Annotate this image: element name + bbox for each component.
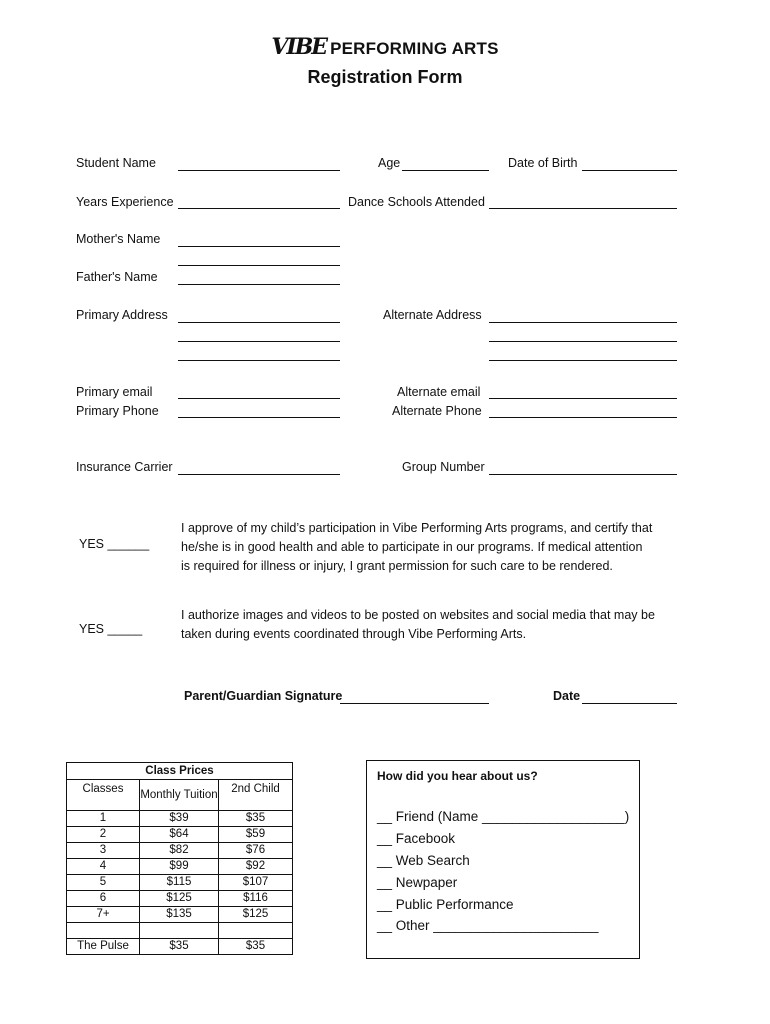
org-name: PERFORMING ARTS xyxy=(330,39,499,58)
referral-option-newspaper[interactable]: __ Newpaper xyxy=(377,875,458,890)
price-second-child-cell: $35 xyxy=(219,939,293,955)
alternate-phone-field[interactable] xyxy=(489,417,677,418)
header-second-child: 2nd Child xyxy=(219,780,293,811)
price-classes-cell: 6 xyxy=(67,891,140,907)
fathers-name-label: Father's Name xyxy=(76,270,158,284)
price-tuition-cell xyxy=(140,923,219,939)
price-tuition-cell: $99 xyxy=(140,859,219,875)
referral-option-web-search[interactable]: __ Web Search xyxy=(377,853,470,868)
consent-media-text xyxy=(181,606,681,644)
class-prices-table xyxy=(66,762,293,955)
consent-media-line-2: taken during events coordinated through Vibe Performing Arts. xyxy=(181,627,527,641)
price-row xyxy=(67,923,293,939)
guardian-signature-field[interactable] xyxy=(340,703,489,704)
price-classes-cell: 3 xyxy=(67,843,140,859)
price-second-child-cell: $76 xyxy=(219,843,293,859)
primary-phone-field[interactable] xyxy=(178,417,340,418)
logo xyxy=(0,34,770,60)
price-row xyxy=(67,907,293,923)
price-row xyxy=(67,811,293,827)
price-second-child-cell: $59 xyxy=(219,827,293,843)
price-tuition-cell: $135 xyxy=(140,907,219,923)
header-monthly-tuition: Monthly Tuition xyxy=(140,780,219,811)
price-classes-cell: 1 xyxy=(67,811,140,827)
consent-media-yes[interactable]: YES _____ xyxy=(79,622,143,636)
price-row xyxy=(67,859,293,875)
signature-date-label: Date xyxy=(553,689,581,703)
consent-medical-line-1: I approve of my child’s participation in Vibe Performing Arts programs, and certify that xyxy=(181,521,653,535)
group-number-field[interactable] xyxy=(489,474,677,475)
price-row xyxy=(67,843,293,859)
alternate-address-label: Alternate Address xyxy=(383,308,482,322)
referral-box xyxy=(366,760,640,959)
alternate-address-line-1[interactable] xyxy=(489,322,677,323)
alternate-address-line-2[interactable] xyxy=(489,341,677,342)
fathers-name-field[interactable] xyxy=(178,284,340,285)
age-field[interactable] xyxy=(402,170,489,171)
header-classes: Classes xyxy=(67,780,140,811)
price-row xyxy=(67,939,293,955)
referral-option-other[interactable]: __ Other ______________________ xyxy=(377,918,599,933)
primary-address-line-2[interactable] xyxy=(178,341,340,342)
price-row xyxy=(67,827,293,843)
mothers-name-field-2[interactable] xyxy=(178,265,340,266)
price-tuition-cell: $115 xyxy=(140,875,219,891)
price-row xyxy=(67,891,293,907)
consent-media-line-1: I authorize images and videos to be posted on websites and social media that may be xyxy=(181,608,655,622)
price-tuition-cell: $64 xyxy=(140,827,219,843)
price-tuition-cell: $39 xyxy=(140,811,219,827)
consent-medical-text xyxy=(181,519,681,576)
price-classes-cell xyxy=(67,923,140,939)
dance-schools-label: Dance Schools Attended xyxy=(348,195,485,209)
primary-email-field[interactable] xyxy=(178,398,340,399)
price-second-child-cell xyxy=(219,923,293,939)
price-tuition-cell: $82 xyxy=(140,843,219,859)
referral-option-friend[interactable]: __ Friend (Name ___________________) xyxy=(377,809,630,824)
student-name-field[interactable] xyxy=(178,170,340,171)
consent-medical-line-3: is required for illness or injury, I grant permission for such care to be rendered. xyxy=(181,559,613,573)
alternate-email-field[interactable] xyxy=(489,398,677,399)
price-tuition-cell: $35 xyxy=(140,939,219,955)
consent-medical-yes[interactable]: YES ______ xyxy=(79,537,150,551)
referral-title: How did you hear about us? xyxy=(377,769,538,783)
mothers-name-field[interactable] xyxy=(178,246,340,247)
referral-option-facebook[interactable]: __ Facebook xyxy=(377,831,456,846)
alternate-email-label: Alternate email xyxy=(397,385,481,399)
price-second-child-cell: $116 xyxy=(219,891,293,907)
price-classes-cell: 7+ xyxy=(67,907,140,923)
price-second-child-cell: $107 xyxy=(219,875,293,891)
signature-date-field[interactable] xyxy=(582,703,677,704)
price-second-child-cell: $92 xyxy=(219,859,293,875)
class-prices-title: Class Prices xyxy=(67,763,293,780)
primary-phone-label: Primary Phone xyxy=(76,404,159,418)
price-classes-cell: 5 xyxy=(67,875,140,891)
price-second-child-cell: $35 xyxy=(219,811,293,827)
primary-address-line-1[interactable] xyxy=(178,322,340,323)
price-classes-cell: The Pulse xyxy=(67,939,140,955)
price-classes-cell: 4 xyxy=(67,859,140,875)
primary-email-label: Primary email xyxy=(76,385,153,399)
dob-field[interactable] xyxy=(582,170,677,171)
price-classes-cell: 2 xyxy=(67,827,140,843)
insurance-carrier-field[interactable] xyxy=(178,474,340,475)
age-label: Age xyxy=(378,156,401,170)
consent-medical-line-2: he/she is in good health and able to participate in our programs. If medical attention xyxy=(181,540,643,554)
alternate-phone-label: Alternate Phone xyxy=(392,404,482,418)
primary-address-label: Primary Address xyxy=(76,308,168,322)
referral-option-public-performance[interactable]: __ Public Performance xyxy=(377,897,514,912)
years-experience-field[interactable] xyxy=(178,208,340,209)
insurance-carrier-label: Insurance Carrier xyxy=(76,460,173,474)
price-row xyxy=(67,875,293,891)
mothers-name-label: Mother's Name xyxy=(76,232,161,246)
price-second-child-cell: $125 xyxy=(219,907,293,923)
years-experience-label: Years Experience xyxy=(76,195,174,209)
primary-address-line-3[interactable] xyxy=(178,360,340,361)
alternate-address-line-3[interactable] xyxy=(489,360,677,361)
student-name-label: Student Name xyxy=(76,156,156,170)
price-tuition-cell: $125 xyxy=(140,891,219,907)
dance-schools-field[interactable] xyxy=(489,208,677,209)
logo-mark: VIBE xyxy=(271,34,327,60)
group-number-label: Group Number xyxy=(402,460,485,474)
dob-label: Date of Birth xyxy=(508,156,578,170)
page-title: Registration Form xyxy=(307,67,463,87)
guardian-signature-label: Parent/Guardian Signature xyxy=(184,689,343,703)
